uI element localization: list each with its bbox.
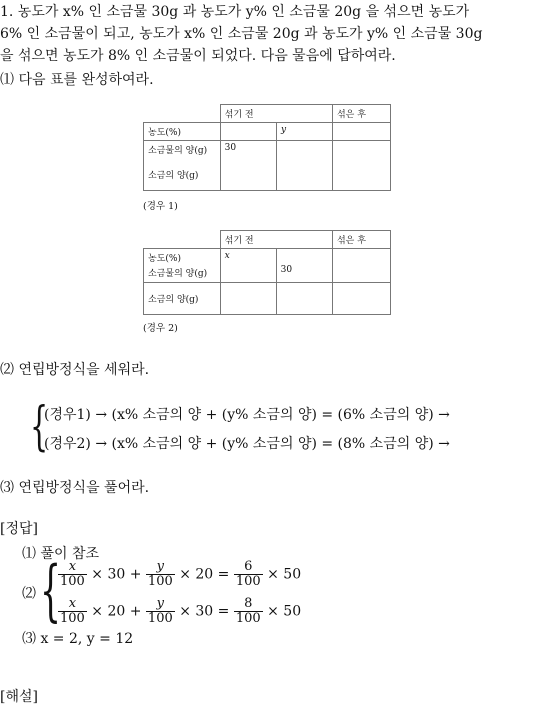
table-case-1: [143, 104, 391, 191]
cell-x: x: [220, 249, 276, 283]
answer-label: [정답]: [0, 521, 38, 537]
left-brace-icon: {: [30, 397, 49, 457]
answer-eq-1: $\frac{x}{100}$ × 30 + $\frac{y}{100}$ × 20 = $\frac{6}{100}$ × 50: [60, 559, 302, 589]
row-label-concentration: 농도(%): [148, 254, 181, 264]
caption-case-2: (경우 2): [143, 323, 178, 334]
problem-line-2: 6% 인 소금물이 되고, 농도가 x% 인 소금물 20g 과 농도가 y% 인 소금물 30g: [0, 26, 483, 42]
row-label-salt: 소금의 양(g): [144, 283, 221, 315]
header-after: 섞은 후: [332, 231, 390, 249]
problem-line-3: 을 섞으면 농도가 8% 인 소금물이 되었다. 다음 물음에 답하여라.: [0, 48, 396, 64]
problem-line-1: 1. 농도가 x% 인 소금물 30g 과 농도가 y% 인 소금물 20g 을 섞으면 농도가: [0, 4, 470, 20]
explanation-label: [해설]: [0, 689, 38, 705]
row-label-concentration: 농도(%): [144, 123, 221, 141]
cell-y: y: [277, 123, 333, 141]
header-after: 섞은 후: [332, 105, 390, 123]
answer-2-label: ⑵: [22, 586, 36, 602]
system-eq-1: (경우1) → (x% 소금의 양 + (y% 소금의 양) = (6% 소금의 양) →: [44, 407, 450, 423]
question-2: ⑵ 연립방정식을 세워라.: [0, 362, 150, 378]
caption-case-1: (경우 1): [143, 201, 178, 212]
system-eq-2: (경우2) → (x% 소금의 양 + (y% 소금의 양) = (8% 소금의 양) →: [44, 436, 450, 452]
cell-30: 30: [276, 249, 332, 283]
header-before: 섞기 전: [220, 231, 332, 249]
answer-brace-icon: {: [40, 552, 61, 629]
question-1: ⑴ 다음 표를 완성하여라.: [0, 72, 154, 88]
row-label-salt: 소금의 양(g): [148, 171, 199, 181]
answer-1: ⑴ 풀이 참조: [22, 546, 99, 562]
answer-3: ⑶ x = 2, y = 12: [22, 631, 134, 647]
table-case-2: [143, 230, 391, 315]
row-label-saltwater: 소금물의 양(g): [148, 146, 208, 156]
answer-eq-2: $\frac{x}{100}$ × 20 + $\frac{y}{100}$ × 30 = $\frac{8}{100}$ × 50: [60, 596, 302, 626]
row-label-saltwater: 소금물의 양(g): [148, 269, 208, 279]
cell-30: 30: [220, 141, 276, 191]
question-3: ⑶ 연립방정식을 풀어라.: [0, 480, 150, 496]
header-before: 섞기 전: [220, 105, 332, 123]
